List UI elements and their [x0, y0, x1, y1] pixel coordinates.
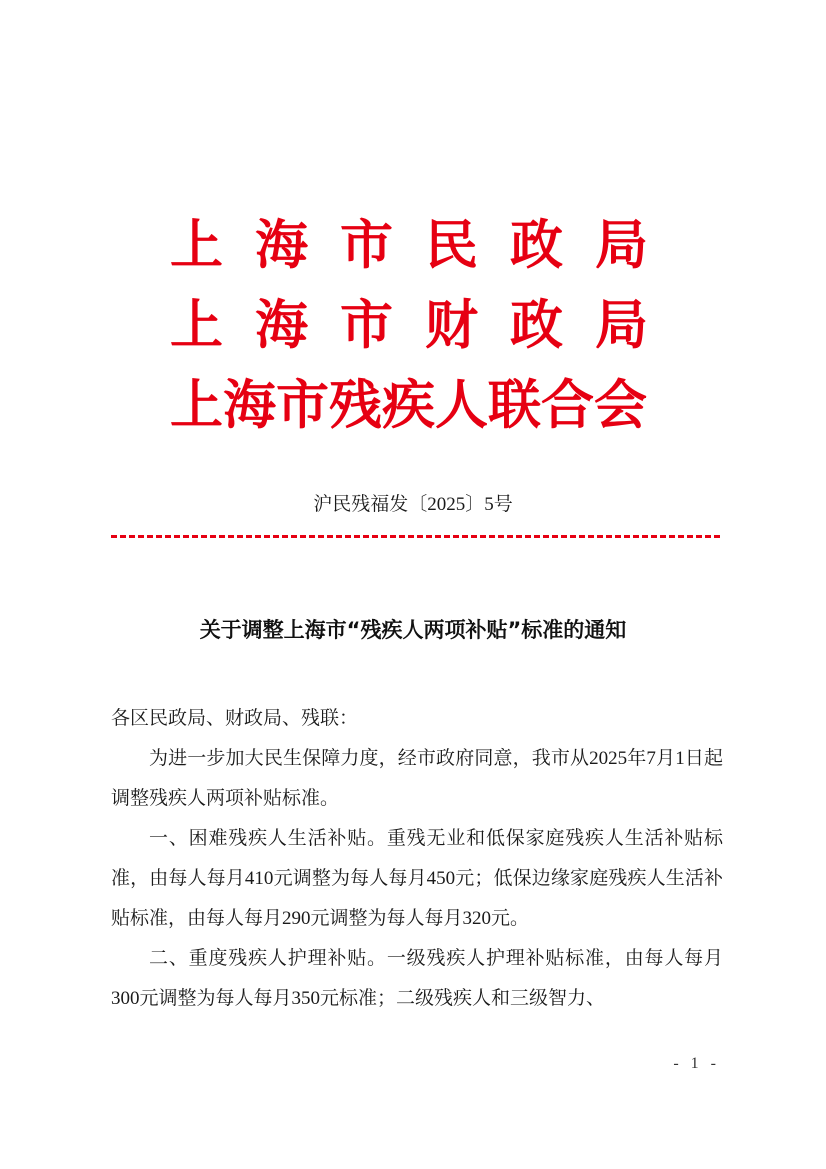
paragraph-living-subsidy: 一、困难残疾人生活补贴。重残无业和低保家庭残疾人生活补贴标准，由每人每月410元调整为每人每月450元；低保边缘家庭残疾人生活补贴标准，由每人每月290元调整为每人每月320元。: [111, 828, 723, 929]
document-number: 沪民残福发〔2025〕5号: [313, 494, 513, 515]
paragraph-nursing-subsidy: 二、重度残疾人护理补贴。一级残疾人护理补贴标准，由每人每月300元调整为每人每月350元标准；二级残疾人和三级智力、: [111, 948, 723, 1009]
red-divider-line: [111, 535, 720, 540]
page-number: - 1 -: [673, 1055, 720, 1072]
document-title: 关于调整上海市“残疾人两项补贴”标准的通知: [199, 618, 627, 642]
paragraph-intro: 为进一步加大民生保障力度，经市政府同意，我市从2025年7月1日起调整残疾人两项补贴标准。: [111, 748, 723, 809]
issuer-civil-affairs: 上海市民政局: [170, 214, 680, 276]
issuer-finance: 上海市财政局: [170, 294, 680, 356]
salutation: 各区民政局、财政局、残联：: [111, 708, 359, 729]
document-body: [111, 699, 723, 1019]
issuer-disabled-federation: 上海市残疾人联合会: [170, 374, 647, 436]
issuer-block: [170, 205, 680, 445]
